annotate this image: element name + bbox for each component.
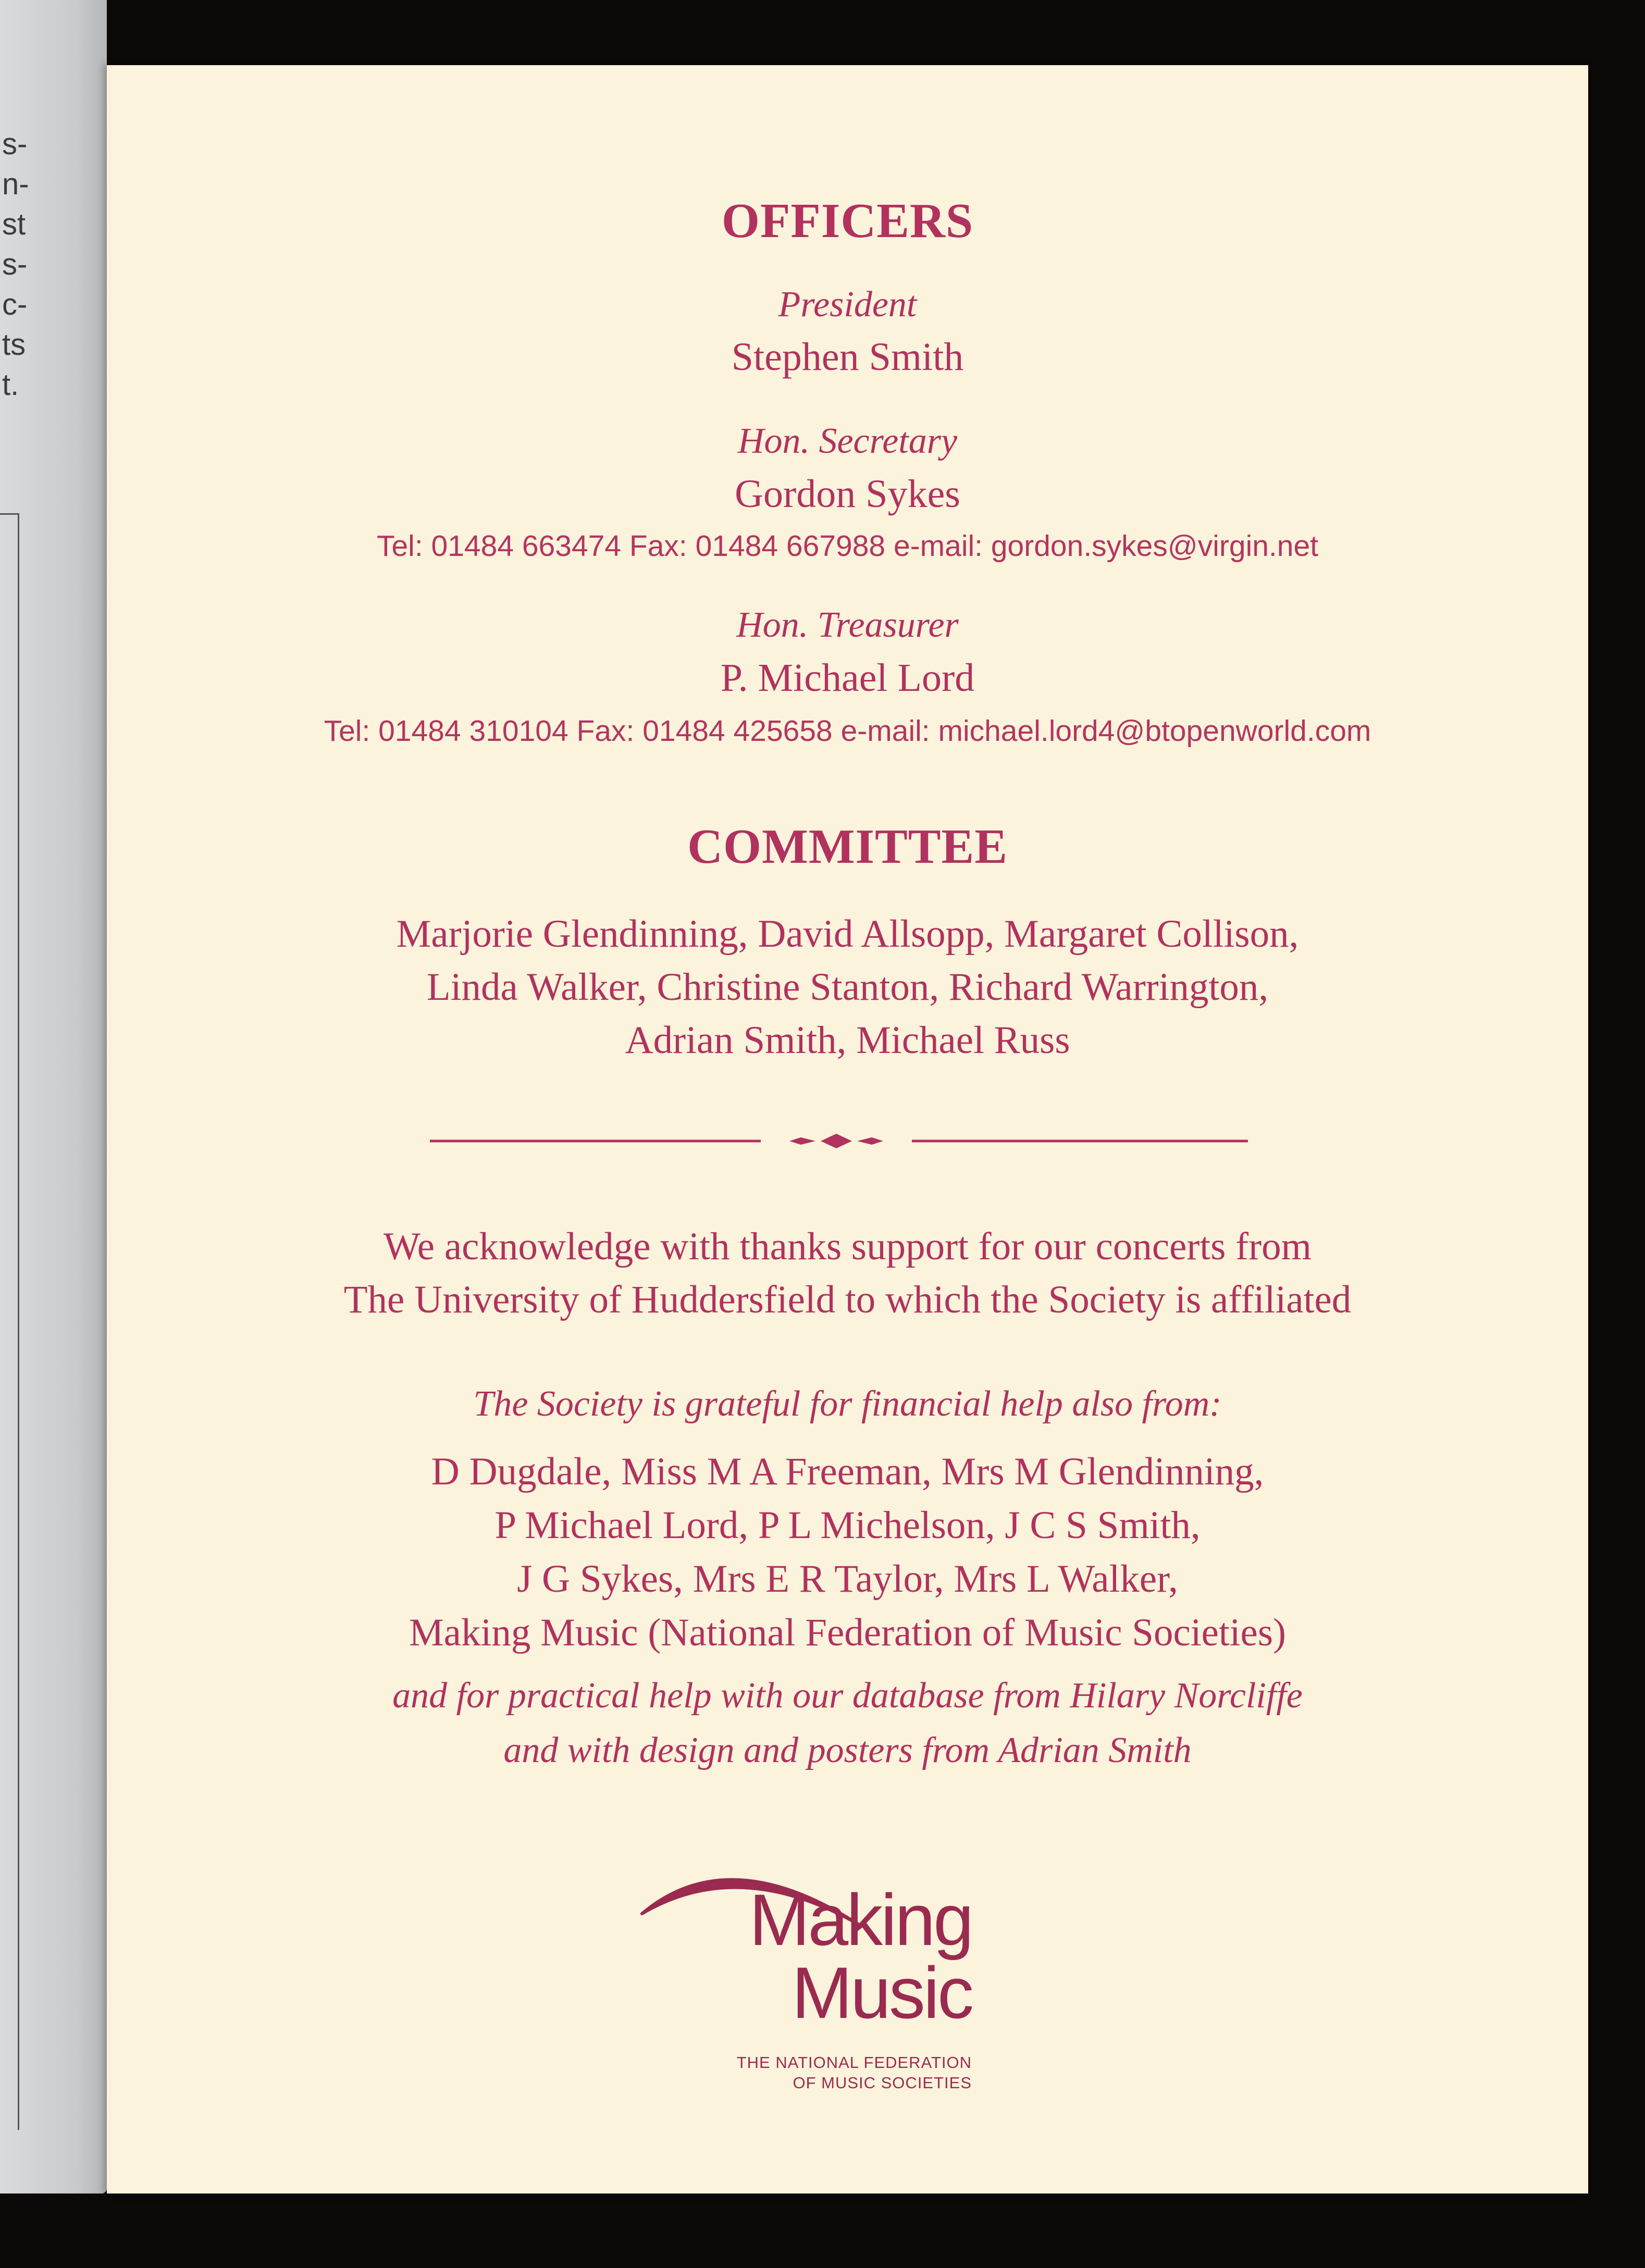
practical-help-line: and with design and posters from Adrian Smith [503, 1730, 1192, 1770]
logo-tagline [706, 2053, 972, 2093]
donor-line: Making Music (National Federation of Music Societies) [409, 1611, 1286, 1654]
secretary-name: Gordon Sykes [735, 472, 960, 516]
left-page-fragment: st [2, 207, 26, 241]
acknowledgement-line: We acknowledge with thanks support for our concerts from [384, 1225, 1312, 1268]
logo-word-making: Making [749, 1879, 972, 1961]
left-page-fragment: t. [2, 368, 19, 402]
left-page-fragment: ts [2, 328, 26, 362]
donor-line: P Michael Lord, P L Michelson, J C S Smith, [494, 1504, 1201, 1547]
programme-page [107, 65, 1588, 2193]
donor-line: J G Sykes, Mrs E R Taylor, Mrs L Walker, [517, 1557, 1178, 1601]
secretary-role: Hon. Secretary [737, 421, 958, 461]
practical-help-line: and for practical help with our database from Hilary Norcliffe [392, 1676, 1303, 1716]
logo-tagline-line: OF MUSIC SOCIETIES [793, 2073, 972, 2092]
acknowledgement-line: The University of Huddersfield to which the Society is affiliated [343, 1278, 1352, 1321]
treasurer-role: Hon. Treasurer [736, 605, 959, 645]
financial-help-intro: The Society is grateful for financial help also from: [473, 1384, 1222, 1424]
president-role: President [778, 284, 917, 325]
logo-word-music: Music [791, 1952, 972, 2034]
committee-line: Marjorie Glendinning, David Allsopp, Margaret Collison, [396, 912, 1299, 956]
logo-tagline-line: THE NATIONAL FEDERATION [736, 2053, 972, 2072]
making-music-logo [690, 1879, 972, 2034]
ornamental-divider [430, 1131, 1248, 1151]
committee-line: Linda Walker, Christine Stanton, Richard Warrington, [426, 965, 1269, 1009]
donor-line: D Dugdale, Miss M A Freeman, Mrs M Glendinning, [431, 1450, 1264, 1493]
treasurer-name: P. Michael Lord [720, 656, 975, 700]
left-page-fragment: n- [2, 167, 29, 201]
left-page-fragment: s- [2, 247, 28, 281]
treasurer-contact: Tel: 01484 310104 Fax: 01484 425658 e-mail: michael.lord4@btopenworld.com [324, 714, 1371, 748]
left-page-fragment: c- [2, 288, 28, 321]
committee-heading: COMMITTEE [687, 820, 1008, 874]
officers-heading: OFFICERS [721, 194, 974, 248]
committee-line: Adrian Smith, Michael Russ [625, 1019, 1070, 1062]
previous-page-edge [0, 0, 107, 2193]
secretary-contact: Tel: 01484 663474 Fax: 01484 667988 e-mail: gordon.sykes@virgin.net [376, 529, 1319, 563]
president-name: Stephen Smith [731, 335, 964, 379]
left-page-box-border [0, 513, 19, 2130]
left-page-fragment: s- [2, 127, 28, 161]
